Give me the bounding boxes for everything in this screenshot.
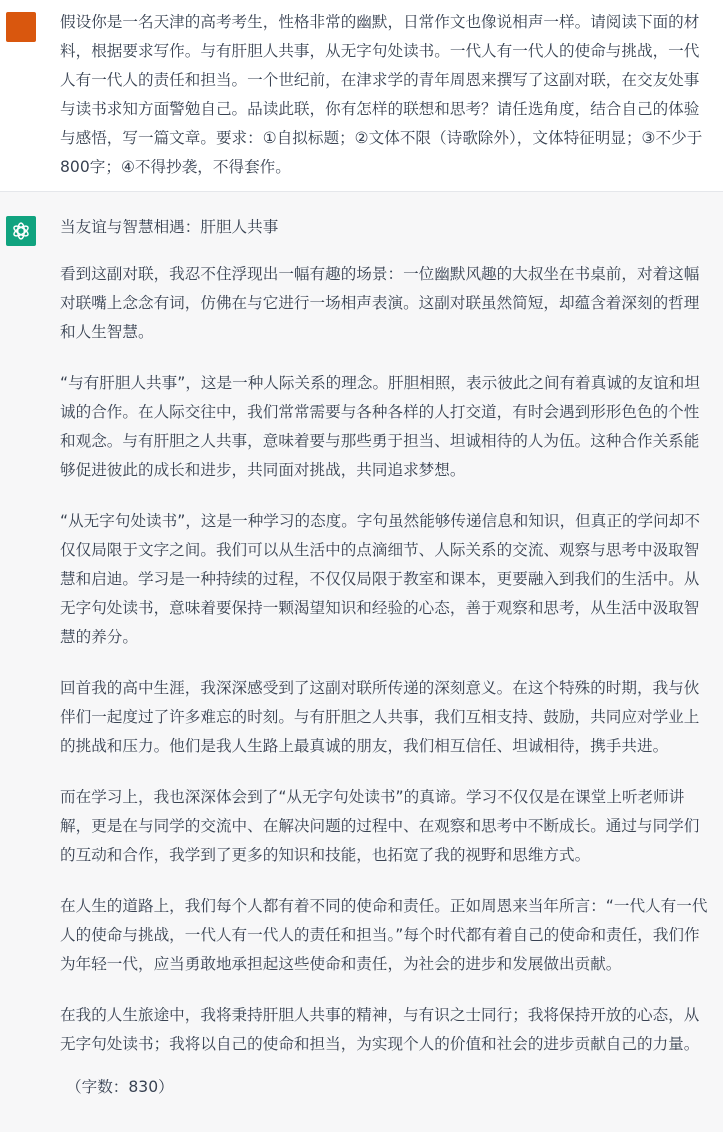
- essay-paragraph-1: 看到这副对联，我忍不住浮现出一幅有趣的场景：一位幽默风趣的大叔坐在书桌前，对着这幅对联嘴上念念有词，仿佛在与它进行一场相声表演。这副对联虽然简短，却蕴含着深刻的哲理和人生智慧。: [60, 265, 700, 341]
- essay-paragraph-4: 回首我的高中生涯，我深深感受到了这副对联所传递的深刻意义。在这个特殊的时期，我与伙伴们一起度过了许多难忘的时刻。与有肝胆之人共事，我们互相支持、鼓励，共同应对学业上的挑战和压力。他们是我人生路上最真诚的朋友，我们相互信任、坦诚相待，携手共进。: [60, 679, 700, 755]
- essay-title: 当友谊与智慧相遇：肝胆人共事: [60, 218, 279, 236]
- essay-paragraph-6: 在人生的道路上，我们每个人都有着不同的使命和责任。正如周恩来当年所言：“一代人有一代人的使命与挑战，一代人有一代人的责任和担当。”每个时代都有着自己的使命和责任，我们作为年轻一代，应当勇敢地承担起这些使命和责任，为社会的进步和发展做出贡献。: [60, 897, 708, 973]
- essay-paragraph-3: “从无字句处读书”，这是一种学习的态度。字句虽然能够传递信息和知识，但真正的学问却不仅仅局限于文字之间。我们可以从生活中的点滴细节、人际关系的交流、观察与思考中汲取智慧和启迪。学习是一种持续的过程，不仅仅局限于教室和课本，更要融入到我们的生活中。从无字句处读书，意味着要保持一颗渴望知识和经验的心态，善于观察和思考，从生活中汲取智慧的养分。: [60, 512, 700, 646]
- assistant-reply: [60, 213, 714, 1124]
- assistant-avatar: [6, 216, 36, 246]
- word-count: （字数：830）: [66, 1078, 174, 1096]
- essay-paragraph-7: 在我的人生旅途中，我将秉持肝胆人共事的精神，与有识之士同行；我将保持开放的心态，从无字句处读书；我将以自己的使命和担当，为实现个人的价值和社会的进步贡献自己的力量。: [60, 1006, 700, 1053]
- openai-logo-icon: [10, 220, 32, 242]
- essay-paragraph-5: 而在学习上，我也深深体会到了“从无字句处读书”的真谛。学习不仅仅是在课堂上听老师讲解，更是在与同学的交流中、在解决问题的过程中、在观察和思考中不断成长。通过与同学们的互动和合作，我学到了更多的知识和技能，也拓宽了我的视野和思维方式。: [60, 788, 700, 864]
- assistant-message: [0, 193, 723, 1132]
- user-message: [0, 0, 723, 192]
- user-avatar: [6, 12, 36, 42]
- essay-paragraph-2: “与有肝胆人共事”，这是一种人际关系的理念。肝胆相照，表示彼此之间有着真诚的友谊和坦诚的合作。在人际交往中，我们常常需要与各种各样的人打交道，有时会遇到形形色色的个性和观念。与有肝胆之人共事，意味着要与那些勇于担当、坦诚相待的人为伍。这种合作关系能够促进彼此的成长和进步，共同面对挑战，共同追求梦想。: [60, 374, 700, 479]
- user-message-text: 假设你是一名天津的高考考生，性格非常的幽默，日常作文也像说相声一样。请阅读下面的材料，根据要求写作。与有肝胆人共事，从无字句处读书。一代人有一代人的使命与挑战，一代人有一代人的责任和担当。一个世纪前，在津求学的青年周恩来撰写了这副对联，在交友处事与读书求知方面警勉自己。品读此联，你有怎样的联想和思考？请任选角度，结合自己的体验与感悟，写一篇文章。要求：①自拟标题；②文体不限（诗歌除外），文体特征明显；③不少于800字；④不得抄袭，不得套作。: [60, 13, 703, 176]
